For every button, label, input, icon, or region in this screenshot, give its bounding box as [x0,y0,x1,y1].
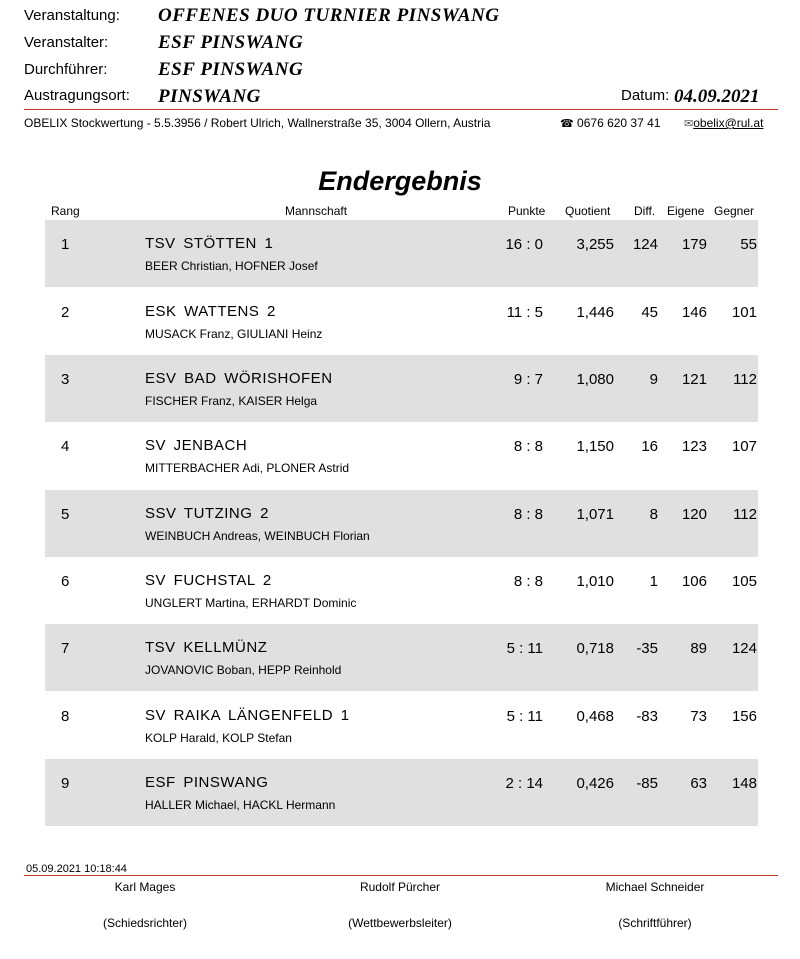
col-diff: Diff. [634,204,656,218]
gegner: 101 [731,304,757,321]
datum-value: 04.09.2021 [674,86,760,107]
gegner: 107 [731,438,757,455]
punkte: 8 : 8 [513,506,543,523]
col-rang: Rang [51,204,80,218]
rank: 6 [61,573,70,590]
punkte: 11 : 5 [506,304,543,321]
diff: 16 [641,438,658,455]
table-row [45,288,758,355]
header-rule [24,109,778,110]
eigene: 106 [681,573,707,590]
table-row [45,355,758,422]
diff: -83 [636,708,658,725]
durchfuehrer-value: ESF PINSWANG [158,59,304,80]
signature-1-name: Karl Mages [114,880,176,894]
eigene: 123 [681,438,707,455]
phone-number: 0676 620 37 41 [577,116,661,130]
ort-value: PINSWANG [158,86,261,107]
rank: 3 [61,371,70,388]
quotient: 0,426 [576,775,614,792]
table-row [45,220,758,287]
players: MITTERBACHER Adi, PLONER Astrid [145,461,350,475]
gegner: 55 [740,236,757,253]
eigene: 89 [690,640,707,657]
rank: 4 [61,438,70,455]
quotient: 1,150 [576,438,614,455]
mail-contact [684,116,763,130]
gegner: 124 [731,640,757,657]
veranstaltung-value: OFFENES DUO TURNIER PINSWANG [158,5,500,26]
veranstaltung-label: Veranstaltung: [24,7,120,24]
table-row [45,490,758,557]
rank: 9 [61,775,70,792]
punkte: 16 : 0 [505,236,543,253]
players: HALLER Michael, HACKL Hermann [145,798,336,812]
punkte: 8 : 8 [513,573,543,590]
eigene: 120 [681,506,707,523]
team-name: TSV STÖTTEN 1 [145,235,274,252]
eigene: 146 [681,304,707,321]
players: UNGLERT Martina, ERHARDT Dominic [145,596,357,610]
players: KOLP Harald, KOLP Stefan [145,731,292,745]
veranstalter-label: Veranstalter: [24,34,109,51]
phone-contact [560,116,660,130]
table-row [45,624,758,691]
signature-2-role: (Wettbewerbsleiter) [348,916,452,930]
eigene: 73 [690,708,707,725]
rank: 1 [61,236,70,253]
footer-rule [24,875,778,876]
team-name: SV FUCHSTAL 2 [145,572,272,589]
col-quotient: Quotient [565,204,611,218]
email-link[interactable]: obelix@rul.at [693,116,764,130]
mail-icon: ✉ [684,118,694,130]
durchfuehrer-label: Durchführer: [24,61,108,78]
quotient: 0,718 [576,640,614,657]
punkte: 9 : 7 [513,371,543,388]
signature-1-role: (Schiedsrichter) [102,916,188,930]
phone-icon: ☎ [560,118,574,130]
players: FISCHER Franz, KAISER Helga [145,394,318,408]
rank: 5 [61,506,70,523]
punkte: 5 : 11 [506,708,543,725]
punkte: 5 : 11 [506,640,543,657]
datum-label: Datum: [621,87,670,104]
rank: 7 [61,640,70,657]
players: JOVANOVIC Boban, HEPP Reinhold [145,663,342,677]
punkte: 2 : 14 [505,775,543,792]
eigene: 121 [681,371,707,388]
players: MUSACK Franz, GIULIANI Heinz [145,327,323,341]
col-gegner: Gegner [714,204,755,218]
table-row [45,692,758,759]
ort-label: Austragungsort: [24,87,130,104]
quotient: 3,255 [576,236,614,253]
quotient: 1,446 [576,304,614,321]
table-row [45,557,758,624]
quotient: 1,010 [576,573,614,590]
diff: 45 [641,304,658,321]
rank: 8 [61,708,70,725]
diff: 1 [649,573,658,590]
team-name: SV RAIKA LÄNGENFELD 1 [145,707,350,724]
team-name: ESK WATTENS 2 [145,303,276,320]
gegner: 112 [733,506,757,523]
col-mannschaft: Mannschaft [285,204,348,218]
diff: 9 [649,371,658,388]
signature-3-name: Michael Schneider [605,880,705,894]
team-name: SSV TUTZING 2 [145,505,269,522]
team-name: ESV BAD WÖRISHOFEN [145,370,333,387]
team-name: SV JENBACH [145,437,248,454]
players: WEINBUCH Andreas, WEINBUCH Florian [145,529,370,543]
team-name: TSV KELLMÜNZ [145,639,268,656]
gegner: 148 [731,775,757,792]
diff: -85 [636,775,658,792]
eigene: 179 [681,236,707,253]
col-eigene: Eigene [667,204,705,218]
veranstalter-value: ESF PINSWANG [158,32,304,53]
quotient: 1,080 [576,371,614,388]
gegner: 105 [731,573,757,590]
signature-3-role: (Schriftführer) [618,916,692,930]
software-info: OBELIX Stockwertung - 5.5.3956 / Robert Ulrich, Wallnerstraße 35, 3004 Ollern, Austria [24,116,491,130]
print-timestamp: 05.09.2021 10:18:44 [26,863,127,875]
rank: 2 [61,304,70,321]
diff: 8 [649,506,658,523]
team-name: ESF PINSWANG [145,774,269,791]
diff: -35 [636,640,658,657]
punkte: 8 : 8 [513,438,543,455]
table-row [45,759,758,826]
players: BEER Christian, HOFNER Josef [145,259,318,273]
eigene: 63 [690,775,707,792]
gegner: 112 [733,371,757,388]
diff: 124 [632,236,658,253]
gegner: 156 [731,708,757,725]
signature-2-name: Rudolf Pürcher [359,880,441,894]
quotient: 0,468 [576,708,614,725]
col-punkte: Punkte [508,204,546,218]
quotient: 1,071 [576,506,614,523]
page-title: Endergebnis [318,166,482,196]
table-row [45,422,758,489]
